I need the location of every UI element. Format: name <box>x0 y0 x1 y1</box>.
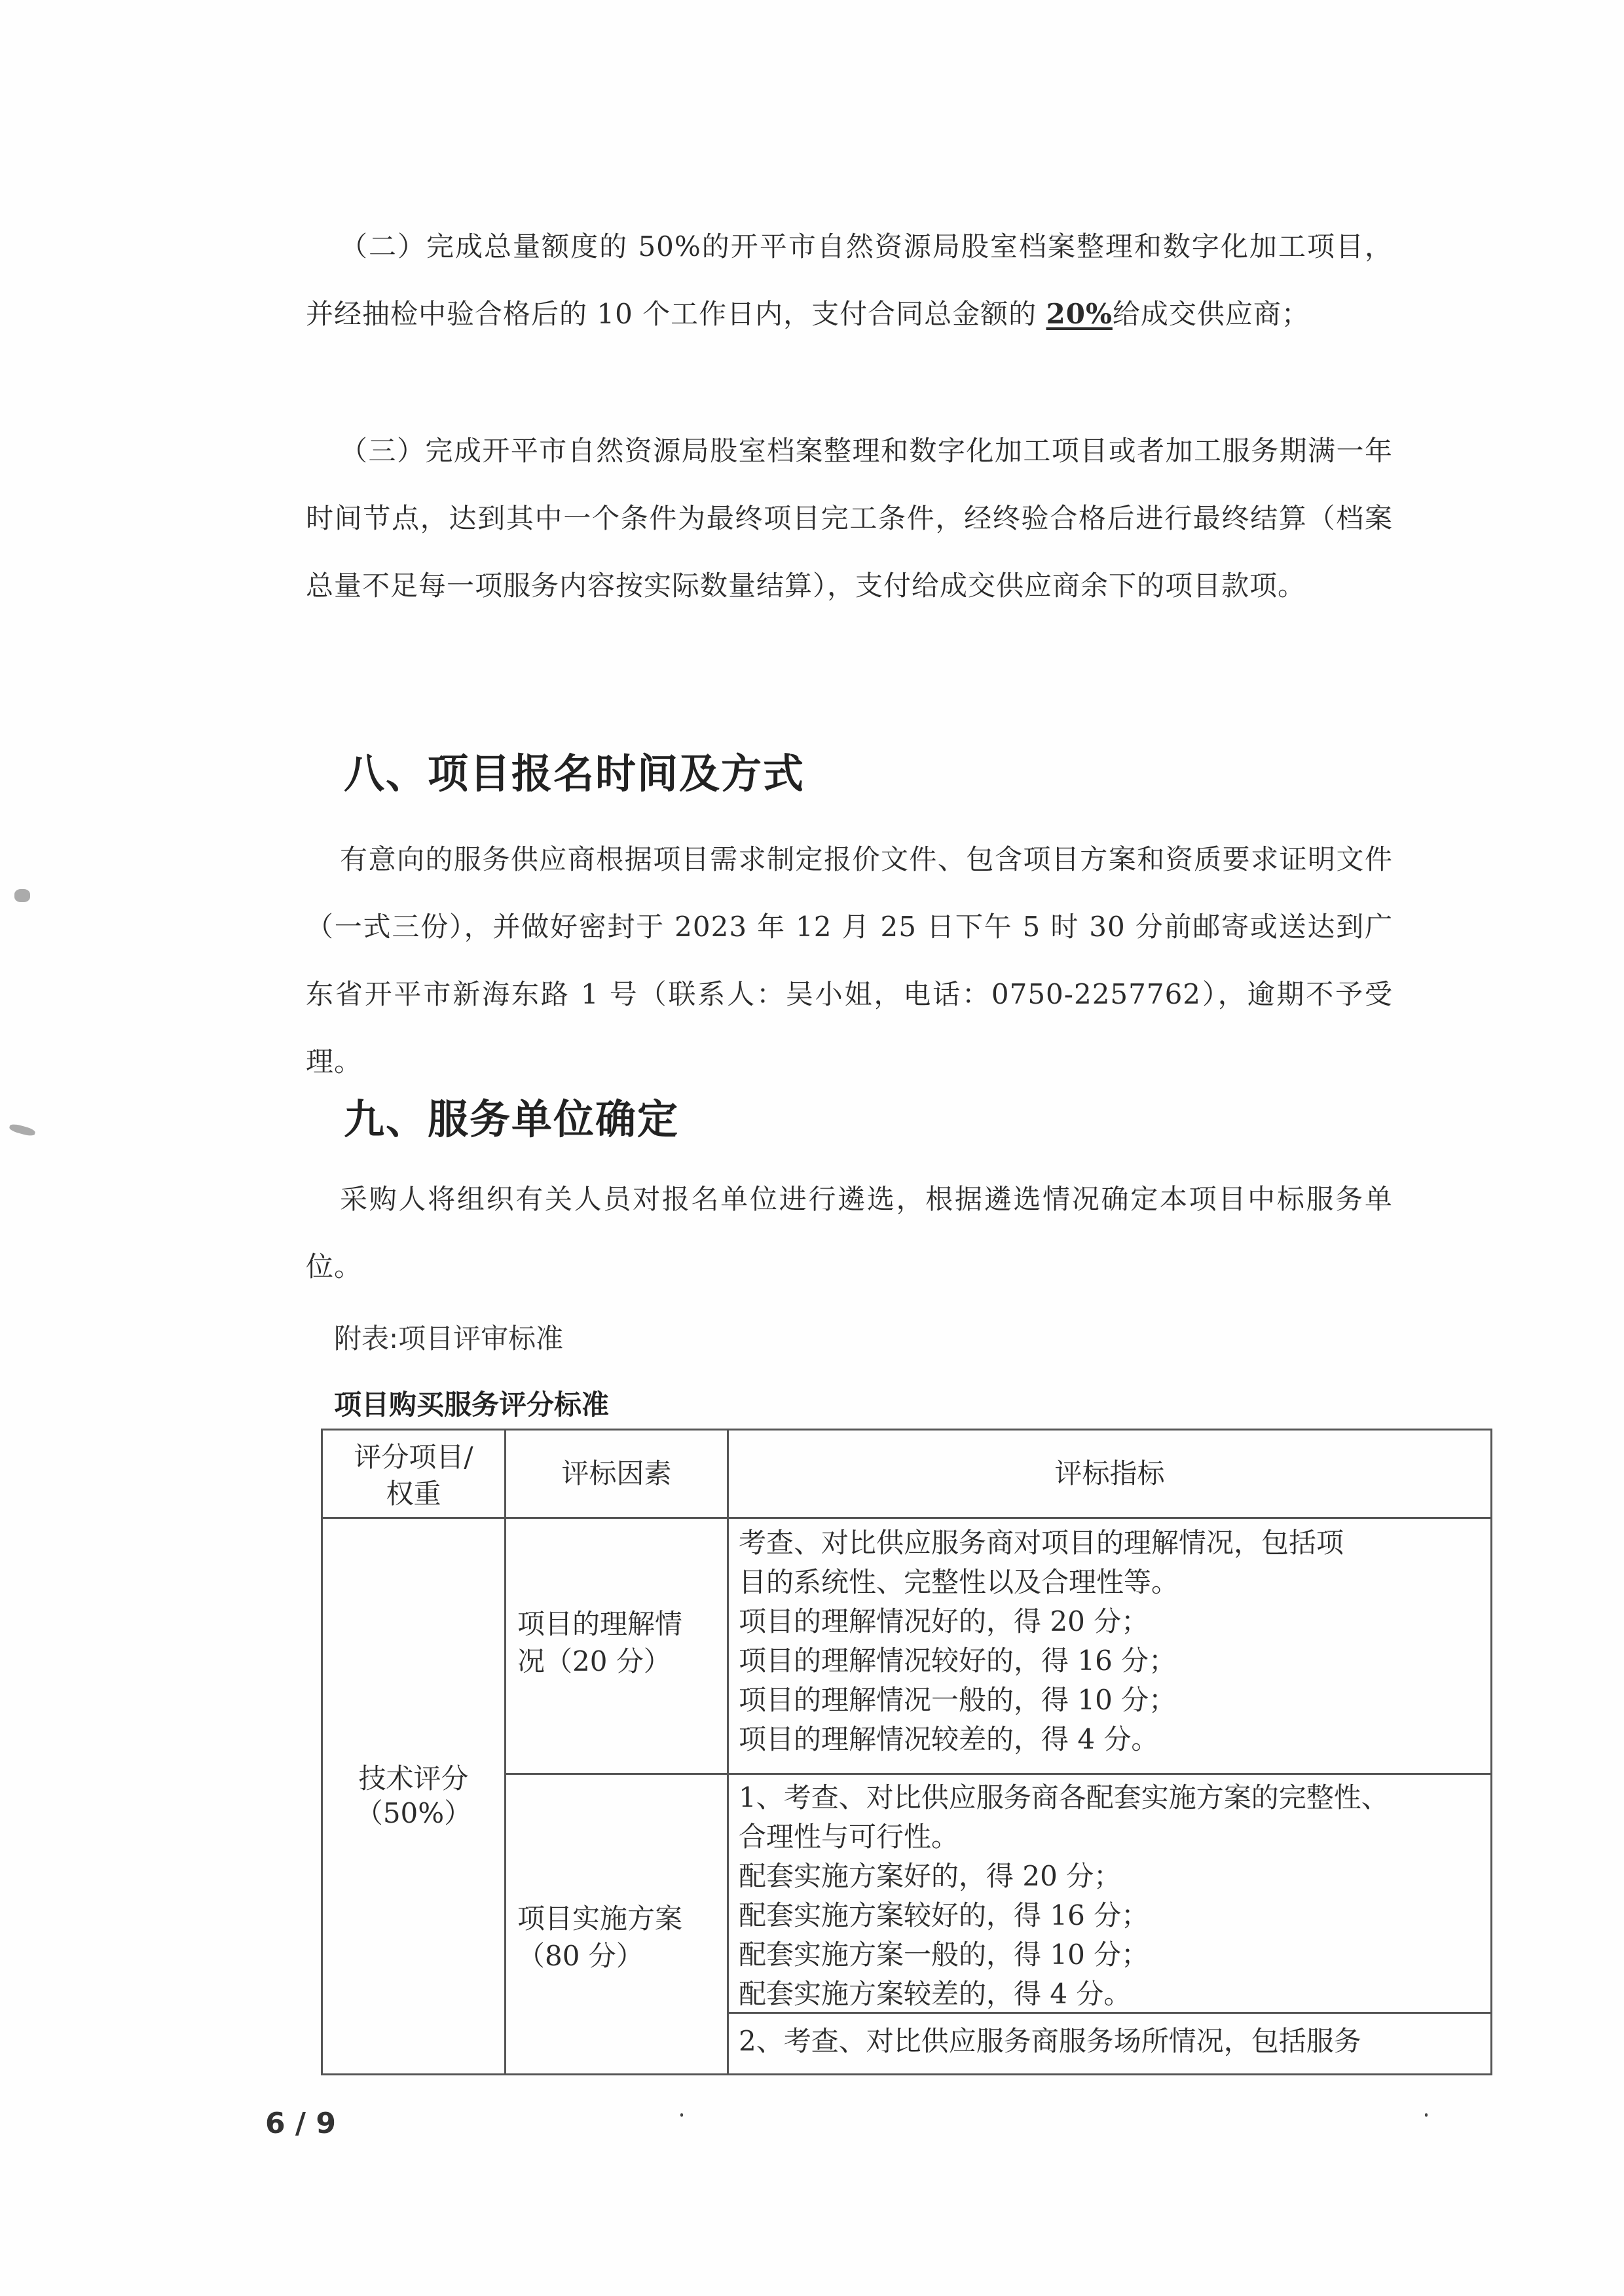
emphasis-percentage: 20% <box>1046 298 1113 330</box>
paragraph-text: （二）完成总量额度的 50%的开平市自然资源局股室档案整理和数字化加工项目，并经抽检中验合格后的 10 个工作日内，支付合同总金额的 <box>306 230 1393 330</box>
table-header-divider <box>321 1517 1492 1519</box>
section-heading-registration: 八、项目报名时间及方式 <box>344 750 805 797</box>
table-border-right <box>1490 1429 1492 2075</box>
indicator-line: 项目的理解情况好的，得 20 分； <box>739 1605 1149 1637</box>
factor-line: 项目的理解情 <box>517 1608 683 1640</box>
indicator-line: 项目的理解情况较好的，得 16 分； <box>739 1645 1177 1677</box>
table-header-indicator: 评标指标 <box>1054 1457 1165 1489</box>
appendix-label: 附表:项目评审标准 <box>334 1322 564 1355</box>
indicator-line: 项目的理解情况较差的，得 4 分。 <box>739 1723 1159 1755</box>
table-header-factor: 评标因素 <box>561 1457 672 1489</box>
scan-speck <box>14 889 30 902</box>
table-header-category <box>323 1439 504 1512</box>
paragraph-selection: 采购人将组织有关人员对报名单位进行遴选，根据遴选情况确定本项目中标服务单位。 <box>306 1183 1393 1283</box>
category-line: （50%） <box>355 1797 472 1829</box>
table-factor-implementation <box>517 1900 720 1975</box>
table-indicator-understanding <box>739 1523 1485 1759</box>
scan-dot <box>1425 2113 1428 2117</box>
table-category-technical <box>323 1761 504 1831</box>
indicator-line: 2、考查、对比供应服务商服务场所情况，包括服务 <box>739 2025 1361 2057</box>
table-col-divider-1 <box>504 1429 506 2075</box>
factor-line: 况（20 分） <box>517 1645 671 1677</box>
section-heading-selection: 九、服务单位确定 <box>344 1095 680 1143</box>
page-number: 6 / 9 <box>265 2107 336 2140</box>
table-row-divider <box>504 1773 1492 1775</box>
table-title: 项目购买服务评分标准 <box>334 1389 610 1421</box>
table-indicator-implementation-1 <box>739 1778 1485 2014</box>
table-border-bottom <box>321 2073 1492 2075</box>
header-line: 权重 <box>386 1478 441 1510</box>
table-border-left <box>321 1429 323 2075</box>
indicator-line: 项目的理解情况一般的，得 10 分； <box>739 1684 1177 1716</box>
paragraph-registration: 有意向的服务供应商根据项目需求制定报价文件、包含项目方案和资质要求证明文件（一式三份），并做好密封于 2023 年 12 月 25 日下午 5 时 30 分前邮寄或送达到广东省开平市新海东路 1 号（联系人：吴小姐，电话：0750-2257762），逾期不予受理。 <box>306 843 1393 1078</box>
scan-dot <box>680 2113 683 2117</box>
table-factor-understanding <box>517 1605 720 1680</box>
table-col-divider-2 <box>727 1429 729 2075</box>
scan-speck <box>9 1123 36 1137</box>
factor-line: （80 分） <box>517 1940 644 1972</box>
paragraph-payment-phase-3: （三）完成开平市自然资源局股室档案整理和数字化加工项目或者加工服务期满一年时间节点，达到其中一个条件为最终项目完工条件，经终验合格后进行最终结算（档案总量不足每一项服务内容按实际数量结算），支付给成交供应商余下的项目款项。 <box>306 435 1393 602</box>
table-indicator-implementation-2 <box>739 2022 1485 2061</box>
category-line: 技术评分 <box>358 1762 469 1795</box>
indicator-line: 配套实施方案好的，得 20 分； <box>739 1860 1122 1892</box>
indicator-line: 配套实施方案较好的，得 16 分； <box>739 1899 1149 1931</box>
table-border-top <box>321 1429 1492 1430</box>
paragraph-payment-phase-2 <box>306 213 1393 348</box>
indicator-line: 考查、对比供应服务商对项目的理解情况，包括项 <box>739 1527 1344 1559</box>
factor-line: 项目实施方案 <box>517 1903 683 1935</box>
indicator-line: 配套实施方案较差的，得 4 分。 <box>739 1978 1132 2010</box>
indicator-line: 配套实施方案一般的，得 10 分； <box>739 1939 1149 1971</box>
scoring-table <box>321 1429 1490 2073</box>
indicator-line: 目的系统性、完整性以及合理性等。 <box>739 1566 1179 1598</box>
header-line: 评分项目/ <box>354 1441 473 1473</box>
indicator-line: 1、考查、对比供应服务商各配套实施方案的完整性、 <box>739 1781 1389 1813</box>
indicator-line: 合理性与可行性。 <box>739 1821 959 1853</box>
paragraph-text: 给成交供应商； <box>1112 298 1310 330</box>
